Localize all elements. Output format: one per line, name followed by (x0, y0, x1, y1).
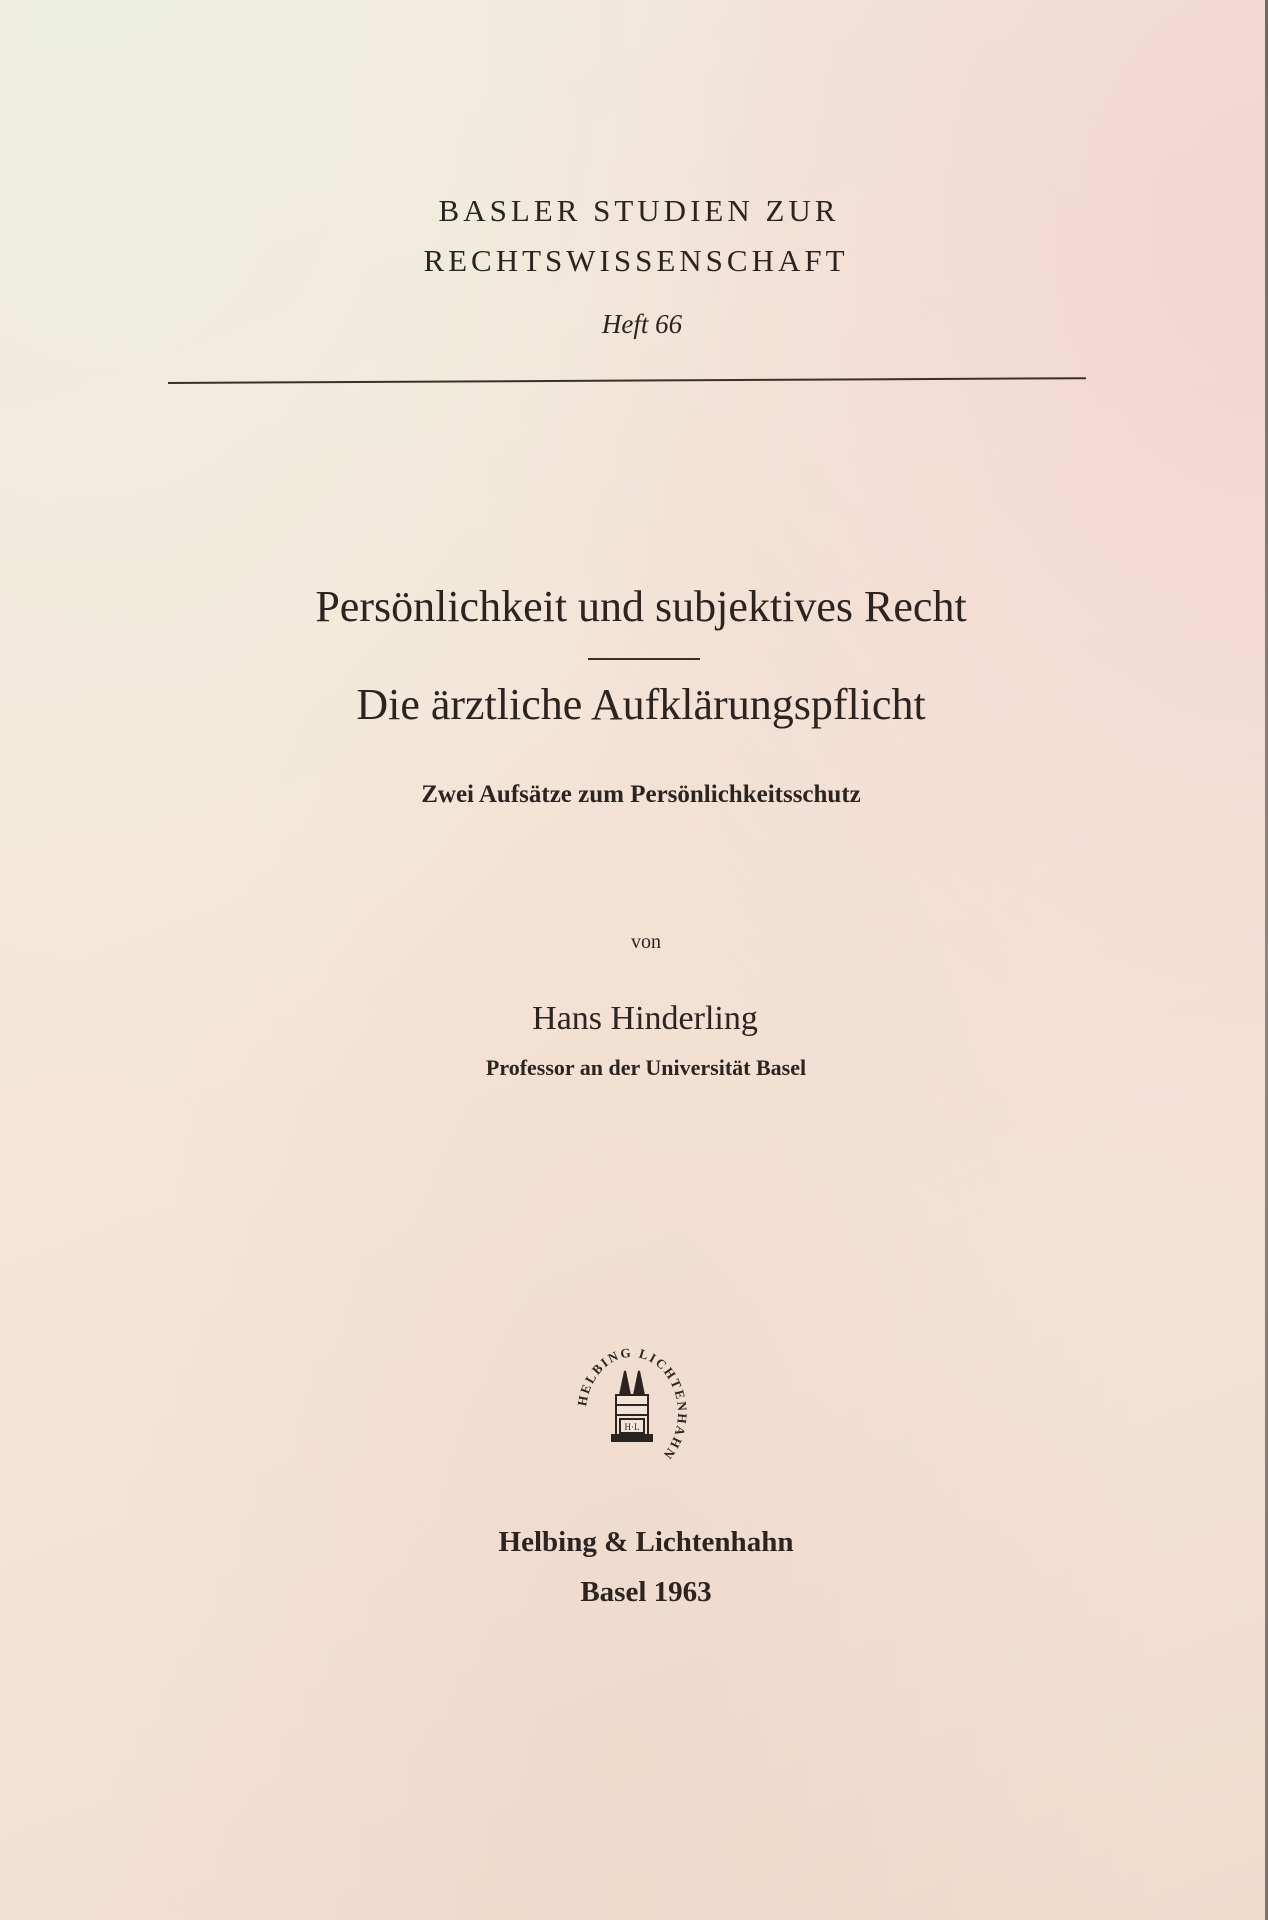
subtitle: Zwei Aufsätze zum Persönlichkeitsschutz (421, 781, 861, 808)
series-number: Heft 66 (601, 309, 683, 339)
header-rule (168, 377, 1086, 384)
series-title-line-1: BASLER STUDIEN ZUR (438, 193, 840, 228)
second-title: Die ärztliche Aufklärungspflicht (356, 680, 926, 729)
main-title: Persönlichkeit und subjektives Recht (315, 582, 967, 631)
by-line: von (631, 931, 661, 953)
seal-circular-lettering: HELBING LICHTENHAHN (574, 1344, 691, 1464)
publisher-seal-logo (570, 1343, 695, 1483)
series-title-line-2: RECHTSWISSENSCHAFT (423, 243, 849, 278)
author-name: Hans Hinderling (532, 1000, 758, 1037)
svg-text:H·L: H·L (624, 1422, 640, 1432)
title-divider (588, 658, 700, 660)
seal-towers (612, 1371, 652, 1441)
author-affiliation: Professor an der Universität Basel (485, 1055, 807, 1080)
publisher-name: Helbing & Lichtenhahn (498, 1526, 794, 1558)
publication-place-year: Basel 1963 (580, 1576, 712, 1608)
